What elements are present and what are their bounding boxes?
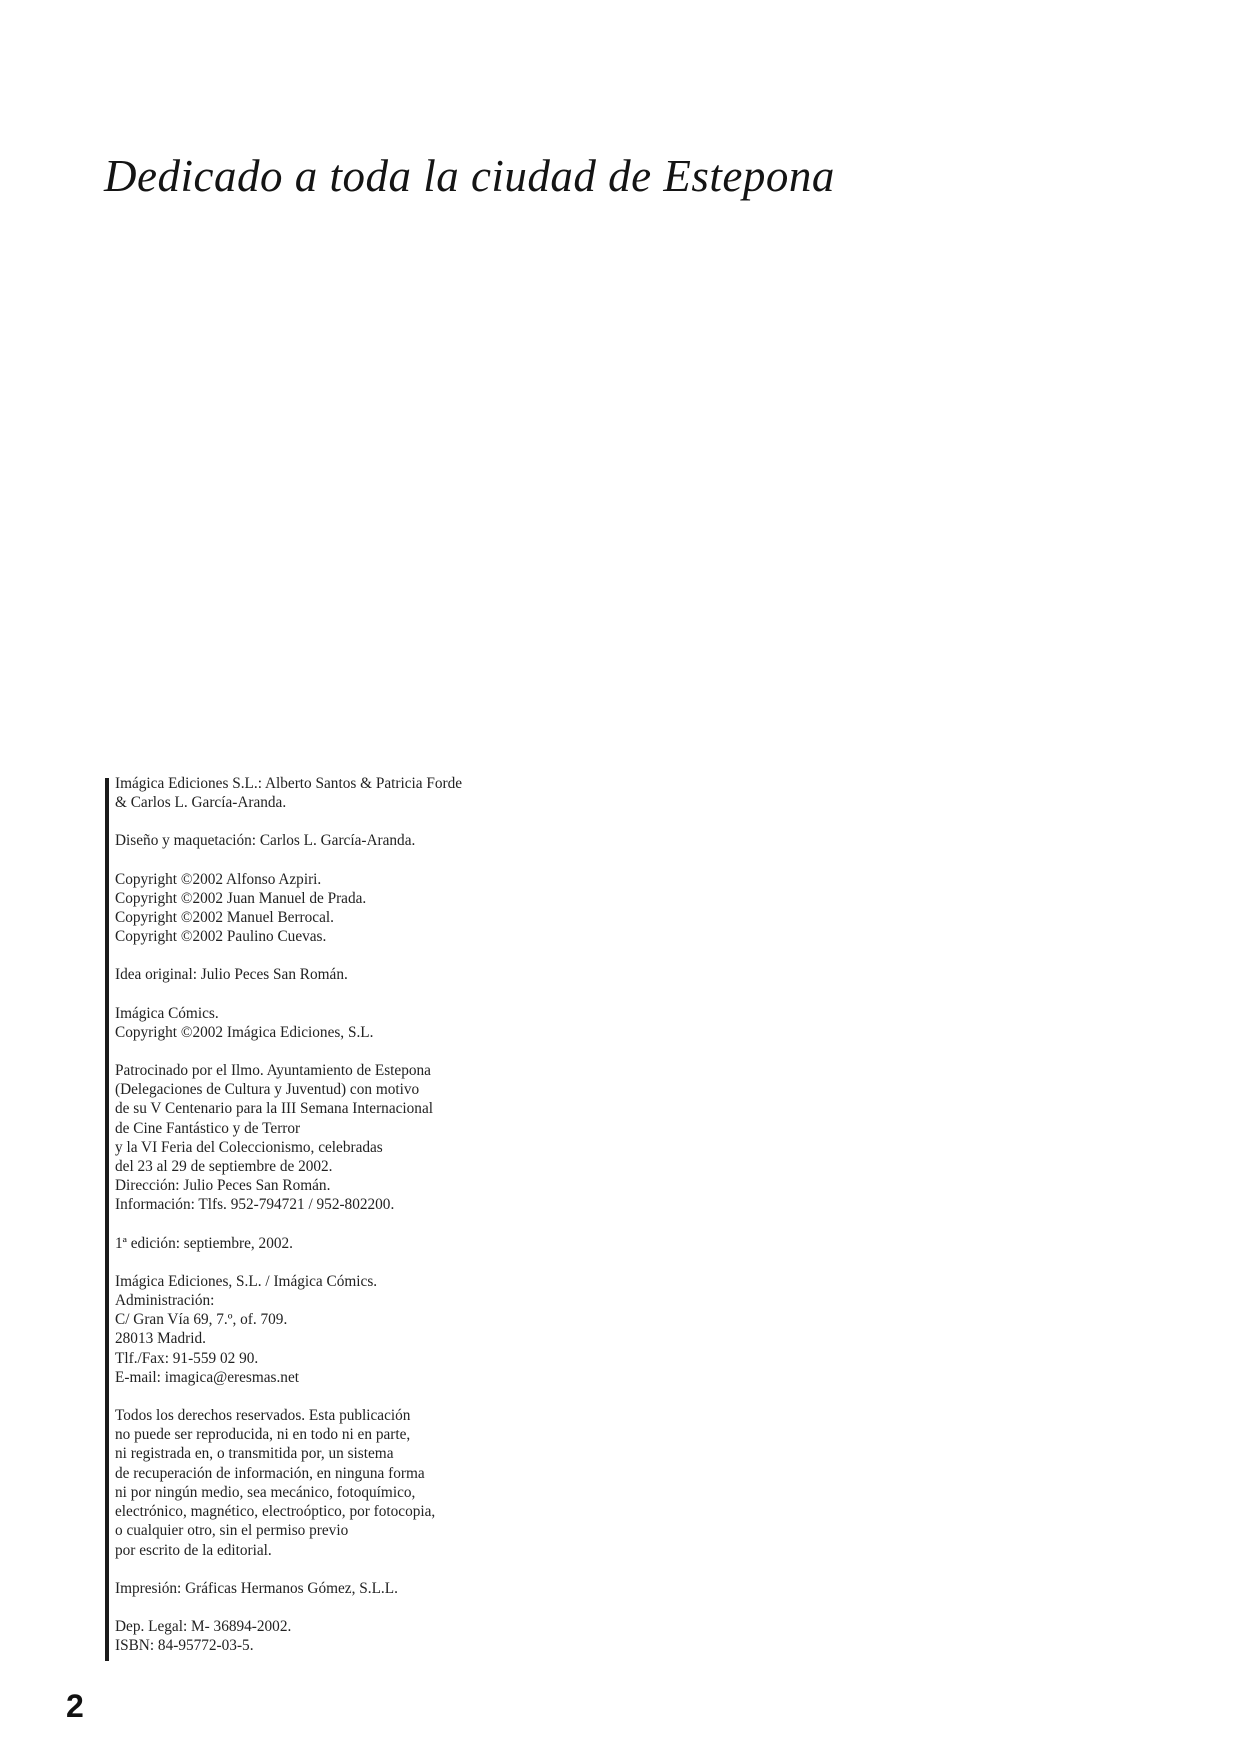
credits-line: ISBN: 84-95772-03-5. bbox=[115, 1637, 254, 1655]
page-number: 2 bbox=[66, 1688, 84, 1724]
credits-paragraph bbox=[115, 774, 675, 812]
credits-line: Idea original: Julio Peces San Román. bbox=[115, 966, 348, 984]
credits-line: C/ Gran Vía 69, 7.º, of. 709. bbox=[115, 1311, 288, 1329]
credits-paragraph bbox=[115, 1234, 675, 1253]
credits-line: Copyright ©2002 Alfonso Azpiri. bbox=[115, 870, 322, 888]
credits-line: electrónico, magnético, electroóptico, por fotocopia, bbox=[115, 1503, 436, 1521]
credits-line: E-mail: imagica@eresmas.net bbox=[115, 1368, 299, 1386]
credits-line: no puede ser reproducida, ni en todo ni en parte, bbox=[115, 1426, 411, 1444]
credits-line: Tlf./Fax: 91-559 02 90. bbox=[115, 1349, 259, 1367]
dedication-heading: Dedicado a toda la ciudad de Estepona bbox=[104, 151, 835, 201]
credits-line: y la VI Feria del Coleccionismo, celebradas bbox=[115, 1138, 383, 1156]
credits-paragraph bbox=[115, 1061, 675, 1215]
credits-line: del 23 al 29 de septiembre de 2002. bbox=[115, 1158, 333, 1176]
credits-line: Imágica Ediciones, S.L. / Imágica Cómics. bbox=[115, 1272, 378, 1290]
credits-paragraph bbox=[115, 965, 675, 984]
credits-line: o cualquier otro, sin el permiso previo bbox=[115, 1522, 349, 1540]
credits-paragraph bbox=[115, 831, 675, 850]
credits-paragraph bbox=[115, 870, 675, 947]
credits-line: 28013 Madrid. bbox=[115, 1330, 206, 1348]
credits-block bbox=[115, 774, 675, 1674]
credits-line: Dirección: Julio Peces San Román. bbox=[115, 1177, 331, 1195]
credits-line: Copyright ©2002 Juan Manuel de Prada. bbox=[115, 889, 367, 907]
credits-line: 1ª edición: septiembre, 2002. bbox=[115, 1234, 293, 1252]
credits-line: por escrito de la editorial. bbox=[115, 1541, 272, 1559]
credits-vertical-rule bbox=[105, 778, 109, 1661]
credits-line: (Delegaciones de Cultura y Juventud) con motivo bbox=[115, 1081, 420, 1099]
credits-line: Dep. Legal: M- 36894-2002. bbox=[115, 1617, 292, 1635]
credits-paragraph bbox=[115, 1272, 675, 1387]
credits-line: de Cine Fantástico y de Terror bbox=[115, 1119, 301, 1137]
credits-paragraph bbox=[115, 1406, 675, 1560]
credits-paragraph bbox=[115, 1004, 675, 1042]
credits-paragraph bbox=[115, 1617, 675, 1655]
credits-line: Copyright ©2002 Manuel Berrocal. bbox=[115, 909, 334, 927]
credits-line: Imágica Cómics. bbox=[115, 1004, 219, 1022]
credits-line: Imágica Ediciones S.L.: Alberto Santos & Patricia Forde bbox=[115, 775, 463, 792]
credits-line: Información: Tlfs. 952-794721 / 952-802200. bbox=[115, 1196, 395, 1214]
credits-line: de su V Centenario para la III Semana Internacional bbox=[115, 1100, 433, 1118]
credits-line: Diseño y maquetación: Carlos L. García-Aranda. bbox=[115, 832, 416, 850]
credits-line: Administración: bbox=[115, 1292, 215, 1310]
credits-line: de recuperación de información, en ninguna forma bbox=[115, 1464, 425, 1482]
credits-line: & Carlos L. García-Aranda. bbox=[115, 794, 287, 812]
credits-line: ni registrada en, o transmitida por, un sistema bbox=[115, 1445, 394, 1463]
credits-paragraph bbox=[115, 1579, 675, 1598]
credits-line: Impresión: Gráficas Hermanos Gómez, S.L.L. bbox=[115, 1579, 398, 1597]
credits-line: Copyright ©2002 Imágica Ediciones, S.L. bbox=[115, 1023, 374, 1041]
credits-line: Todos los derechos reservados. Esta publicación bbox=[115, 1407, 411, 1425]
credits-line: Patrocinado por el Ilmo. Ayuntamiento de Estepona bbox=[115, 1062, 431, 1080]
credits-line: Copyright ©2002 Paulino Cuevas. bbox=[115, 928, 327, 946]
credits-line: ni por ningún medio, sea mecánico, fotoquímico, bbox=[115, 1483, 416, 1501]
